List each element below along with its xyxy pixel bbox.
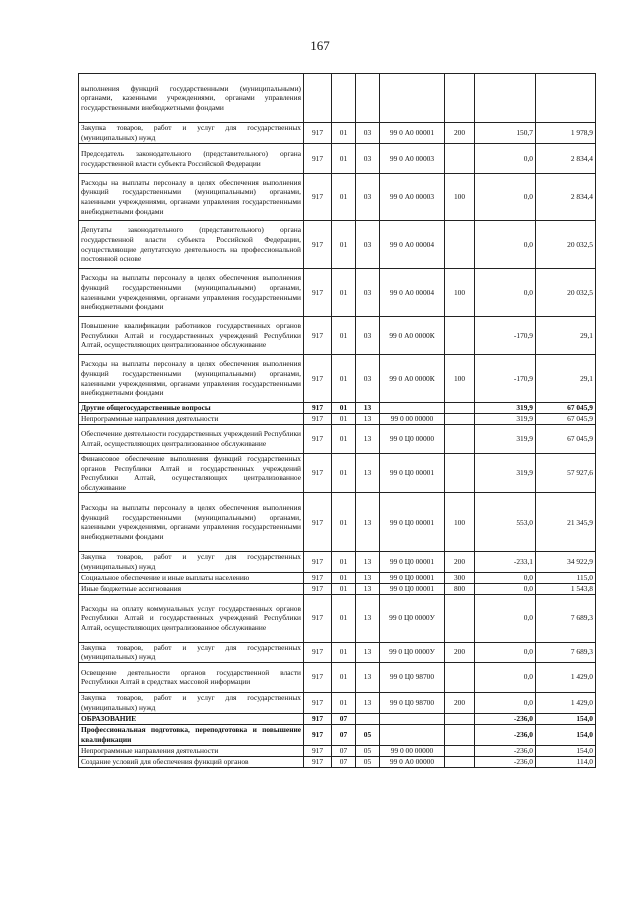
row-change-cell: 319,9 bbox=[475, 414, 536, 425]
row-name-cell: Закупка товаров, работ и услуг для государственных (муниципальных) нужд bbox=[79, 123, 304, 144]
row-sum-cell: 34 922,9 bbox=[536, 552, 596, 572]
row-name-cell: Профессиональная подготовка, переподготовка и повышение квалификации bbox=[79, 724, 304, 745]
row-expense-type-cell: 100 bbox=[445, 269, 475, 317]
row-ved-cell bbox=[304, 74, 332, 123]
row-ved-cell: 917 bbox=[304, 594, 332, 642]
row-change-cell: -233,1 bbox=[475, 552, 536, 572]
row-ved-cell: 917 bbox=[304, 317, 332, 355]
row-ved-cell: 917 bbox=[304, 642, 332, 662]
row-target-article-cell: 99 0 Ц0 00001 bbox=[380, 454, 445, 493]
row-change-cell: 319,9 bbox=[475, 403, 536, 414]
row-expense-type-cell bbox=[445, 713, 475, 724]
row-target-article-cell: 99 0 А0 00000 bbox=[380, 756, 445, 767]
row-expense-type-cell: 200 bbox=[445, 692, 475, 713]
row-section-cell: 01 bbox=[332, 414, 356, 425]
row-ved-cell: 917 bbox=[304, 692, 332, 713]
row-name-cell: Расходы на выплаты персоналу в целях обеспечения выполнения функций государственными (муниципальными) органами, казенными учреждениями, органами управления государственными внебюджетными фондами bbox=[79, 493, 304, 552]
row-target-article-cell: 99 0 Ц0 00001 bbox=[380, 583, 445, 594]
row-ved-cell: 917 bbox=[304, 269, 332, 317]
row-subsection-cell: 13 bbox=[356, 403, 380, 414]
row-section-cell: 01 bbox=[332, 594, 356, 642]
row-sum-cell bbox=[536, 74, 596, 123]
table-row bbox=[79, 724, 596, 745]
row-subsection-cell: 03 bbox=[356, 317, 380, 355]
row-section-cell: 01 bbox=[332, 174, 356, 221]
row-expense-type-cell bbox=[445, 594, 475, 642]
row-expense-type-cell bbox=[445, 144, 475, 174]
row-sum-cell: 7 689,3 bbox=[536, 642, 596, 662]
row-target-article-cell: 99 0 А0 0000К bbox=[380, 355, 445, 403]
row-target-article-cell: 99 0 Ц0 0000У bbox=[380, 642, 445, 662]
table-row bbox=[79, 269, 596, 317]
row-subsection-cell: 13 bbox=[356, 583, 380, 594]
row-name-cell: ОБРАЗОВАНИЕ bbox=[79, 713, 304, 724]
row-ved-cell: 917 bbox=[304, 221, 332, 269]
row-expense-type-cell: 800 bbox=[445, 583, 475, 594]
row-section-cell bbox=[332, 74, 356, 123]
row-target-article-cell: 99 0 Ц0 00001 bbox=[380, 493, 445, 552]
row-ved-cell: 917 bbox=[304, 355, 332, 403]
row-ved-cell: 917 bbox=[304, 724, 332, 745]
table-row bbox=[79, 403, 596, 414]
row-change-cell: -170,9 bbox=[475, 355, 536, 403]
row-subsection-cell bbox=[356, 713, 380, 724]
row-change-cell: 553,0 bbox=[475, 493, 536, 552]
budget-table bbox=[78, 73, 596, 768]
row-ved-cell: 917 bbox=[304, 662, 332, 692]
row-expense-type-cell bbox=[445, 745, 475, 756]
row-change-cell: 319,9 bbox=[475, 425, 536, 454]
row-subsection-cell: 13 bbox=[356, 594, 380, 642]
row-subsection-cell: 05 bbox=[356, 724, 380, 745]
row-ved-cell: 917 bbox=[304, 174, 332, 221]
row-change-cell: 0,0 bbox=[475, 594, 536, 642]
row-target-article-cell: 99 0 00 00000 bbox=[380, 414, 445, 425]
row-name-cell: Расходы на оплату коммунальных услуг государственных органов Республики Алтай и государственных учреждений Республики Алтай, осуществляющих централизованное обслуживание bbox=[79, 594, 304, 642]
row-target-article-cell: 99 0 Ц0 00001 bbox=[380, 572, 445, 583]
row-target-article-cell: 99 0 Ц0 98700 bbox=[380, 692, 445, 713]
row-sum-cell: 115,0 bbox=[536, 572, 596, 583]
table-row bbox=[79, 414, 596, 425]
page-number: 167 bbox=[310, 38, 330, 53]
row-section-cell: 01 bbox=[332, 425, 356, 454]
row-change-cell: 0,0 bbox=[475, 221, 536, 269]
row-name-cell: Расходы на выплаты персоналу в целях обеспечения выполнения функций государственными (муниципальными) органами, казенными учреждениями, органами управления государственными внебюджетными фондами bbox=[79, 355, 304, 403]
row-change-cell: 0,0 bbox=[475, 572, 536, 583]
row-section-cell: 01 bbox=[332, 662, 356, 692]
row-name-cell: Обеспечение деятельности государственных учреждений Республики Алтай, осуществляющих централизованное обслуживание bbox=[79, 425, 304, 454]
row-ved-cell: 917 bbox=[304, 745, 332, 756]
row-section-cell: 01 bbox=[332, 552, 356, 572]
table-row bbox=[79, 454, 596, 493]
row-subsection-cell: 13 bbox=[356, 425, 380, 454]
row-sum-cell: 1 543,8 bbox=[536, 583, 596, 594]
row-expense-type-cell bbox=[445, 425, 475, 454]
row-section-cell: 01 bbox=[332, 144, 356, 174]
row-change-cell: -236,0 bbox=[475, 724, 536, 745]
row-subsection-cell: 13 bbox=[356, 414, 380, 425]
row-sum-cell: 154,0 bbox=[536, 724, 596, 745]
row-ved-cell: 917 bbox=[304, 425, 332, 454]
row-section-cell: 01 bbox=[332, 583, 356, 594]
table-row bbox=[79, 144, 596, 174]
row-sum-cell: 2 834,4 bbox=[536, 144, 596, 174]
table-row bbox=[79, 355, 596, 403]
row-expense-type-cell bbox=[445, 74, 475, 123]
row-section-cell: 01 bbox=[332, 269, 356, 317]
table-row bbox=[79, 552, 596, 572]
row-expense-type-cell: 300 bbox=[445, 572, 475, 583]
row-sum-cell: 67 045,9 bbox=[536, 425, 596, 454]
row-name-cell: Закупка товаров, работ и услуг для государственных (муниципальных) нужд bbox=[79, 692, 304, 713]
row-change-cell: 0,0 bbox=[475, 269, 536, 317]
row-section-cell: 01 bbox=[332, 123, 356, 144]
row-subsection-cell: 13 bbox=[356, 493, 380, 552]
row-change-cell: 0,0 bbox=[475, 642, 536, 662]
table-row bbox=[79, 221, 596, 269]
row-expense-type-cell bbox=[445, 756, 475, 767]
row-name-cell: Расходы на выплаты персоналу в целях обеспечения выполнения функций государственными (муниципальными) органами, казенными учреждениями, органами управления государственными внебюджетными фондами bbox=[79, 269, 304, 317]
row-target-article-cell: 99 0 Ц0 0000У bbox=[380, 594, 445, 642]
row-target-article-cell: 99 0 А0 00004 bbox=[380, 221, 445, 269]
row-name-cell: Социальное обеспечение и иные выплаты населению bbox=[79, 572, 304, 583]
table-row bbox=[79, 692, 596, 713]
table-row bbox=[79, 662, 596, 692]
row-section-cell: 01 bbox=[332, 692, 356, 713]
row-sum-cell: 1 978,9 bbox=[536, 123, 596, 144]
table-row bbox=[79, 572, 596, 583]
row-subsection-cell: 13 bbox=[356, 692, 380, 713]
row-subsection-cell: 13 bbox=[356, 662, 380, 692]
row-sum-cell: 67 045,9 bbox=[536, 414, 596, 425]
row-sum-cell: 154,0 bbox=[536, 713, 596, 724]
row-subsection-cell: 03 bbox=[356, 144, 380, 174]
row-subsection-cell: 05 bbox=[356, 745, 380, 756]
row-change-cell: 0,0 bbox=[475, 583, 536, 594]
row-target-article-cell bbox=[380, 713, 445, 724]
table-row bbox=[79, 713, 596, 724]
row-sum-cell: 2 834,4 bbox=[536, 174, 596, 221]
row-change-cell: 0,0 bbox=[475, 662, 536, 692]
row-expense-type-cell bbox=[445, 414, 475, 425]
row-target-article-cell: 99 0 Ц0 00001 bbox=[380, 552, 445, 572]
table-row bbox=[79, 594, 596, 642]
table-row bbox=[79, 493, 596, 552]
table-row bbox=[79, 317, 596, 355]
row-name-cell: Другие общегосударственные вопросы bbox=[79, 403, 304, 414]
table-row bbox=[79, 425, 596, 454]
row-section-cell: 01 bbox=[332, 317, 356, 355]
row-ved-cell: 917 bbox=[304, 713, 332, 724]
row-expense-type-cell: 100 bbox=[445, 355, 475, 403]
row-section-cell: 01 bbox=[332, 493, 356, 552]
row-ved-cell: 917 bbox=[304, 572, 332, 583]
row-name-cell: Иные бюджетные ассигнования bbox=[79, 583, 304, 594]
row-change-cell bbox=[475, 74, 536, 123]
row-ved-cell: 917 bbox=[304, 583, 332, 594]
row-section-cell: 01 bbox=[332, 572, 356, 583]
row-name-cell: Закупка товаров, работ и услуг для государственных (муниципальных) нужд bbox=[79, 642, 304, 662]
row-subsection-cell: 03 bbox=[356, 221, 380, 269]
row-target-article-cell: 99 0 00 00000 bbox=[380, 745, 445, 756]
row-sum-cell: 7 689,3 bbox=[536, 594, 596, 642]
row-ved-cell: 917 bbox=[304, 414, 332, 425]
row-subsection-cell: 13 bbox=[356, 572, 380, 583]
row-expense-type-cell: 100 bbox=[445, 174, 475, 221]
row-sum-cell: 20 032,5 bbox=[536, 221, 596, 269]
row-subsection-cell bbox=[356, 74, 380, 123]
row-change-cell: 319,9 bbox=[475, 454, 536, 493]
row-section-cell: 07 bbox=[332, 724, 356, 745]
row-name-cell: Депутаты законодательного (представительного) органа государственной власти субъекта Российской Федерации, осуществляющие депутатскую деятельность на профессиональной постоянной основе bbox=[79, 221, 304, 269]
row-sum-cell: 29,1 bbox=[536, 317, 596, 355]
row-expense-type-cell: 200 bbox=[445, 642, 475, 662]
row-change-cell: -236,0 bbox=[475, 756, 536, 767]
row-sum-cell: 1 429,0 bbox=[536, 692, 596, 713]
row-ved-cell: 917 bbox=[304, 123, 332, 144]
row-target-article-cell: 99 0 А0 00003 bbox=[380, 144, 445, 174]
row-target-article-cell: 99 0 А0 00003 bbox=[380, 174, 445, 221]
row-ved-cell: 917 bbox=[304, 493, 332, 552]
row-change-cell: 0,0 bbox=[475, 174, 536, 221]
row-sum-cell: 154,0 bbox=[536, 745, 596, 756]
row-expense-type-cell bbox=[445, 221, 475, 269]
row-change-cell: -236,0 bbox=[475, 745, 536, 756]
row-subsection-cell: 13 bbox=[356, 552, 380, 572]
row-ved-cell: 917 bbox=[304, 403, 332, 414]
row-name-cell: выполнения функций государственными (муниципальными) органами, казенными учреждениями, органами управления государственными внебюджетными фондами bbox=[79, 74, 304, 123]
row-subsection-cell: 13 bbox=[356, 642, 380, 662]
row-change-cell: 150,7 bbox=[475, 123, 536, 144]
row-name-cell: Финансовое обеспечение выполнения функций государственных органов Республики Алтай и государственных учреждений Республики Алтай, осуществляющих централизованное обслуживание bbox=[79, 454, 304, 493]
row-name-cell: Закупка товаров, работ и услуг для государственных (муниципальных) нужд bbox=[79, 552, 304, 572]
row-section-cell: 01 bbox=[332, 642, 356, 662]
row-subsection-cell: 13 bbox=[356, 454, 380, 493]
row-subsection-cell: 05 bbox=[356, 756, 380, 767]
row-subsection-cell: 03 bbox=[356, 123, 380, 144]
table-row bbox=[79, 174, 596, 221]
row-sum-cell: 29,1 bbox=[536, 355, 596, 403]
row-sum-cell: 1 429,0 bbox=[536, 662, 596, 692]
table-row bbox=[79, 756, 596, 767]
table-row bbox=[79, 583, 596, 594]
table-row bbox=[79, 74, 596, 123]
row-name-cell: Создание условий для обеспечения функций органов bbox=[79, 756, 304, 767]
row-section-cell: 01 bbox=[332, 454, 356, 493]
row-sum-cell: 57 927,6 bbox=[536, 454, 596, 493]
row-section-cell: 01 bbox=[332, 355, 356, 403]
row-subsection-cell: 03 bbox=[356, 269, 380, 317]
row-name-cell: Расходы на выплаты персоналу в целях обеспечения выполнения функций государственными (муниципальными) органами, казенными учреждениями, органами управления государственными внебюджетными фондами bbox=[79, 174, 304, 221]
table-row bbox=[79, 123, 596, 144]
row-section-cell: 07 bbox=[332, 713, 356, 724]
table-row bbox=[79, 642, 596, 662]
row-expense-type-cell bbox=[445, 317, 475, 355]
row-change-cell: -170,9 bbox=[475, 317, 536, 355]
row-target-article-cell: 99 0 А0 0000К bbox=[380, 317, 445, 355]
row-sum-cell: 114,0 bbox=[536, 756, 596, 767]
row-name-cell: Повышение квалификации работников государственных органов Республики Алтай и государственных учреждений Республики Алтай, осуществляющих централизованное обслуживание bbox=[79, 317, 304, 355]
row-section-cell: 01 bbox=[332, 221, 356, 269]
row-ved-cell: 917 bbox=[304, 552, 332, 572]
row-section-cell: 07 bbox=[332, 756, 356, 767]
row-sum-cell: 67 045,9 bbox=[536, 403, 596, 414]
table-row bbox=[79, 745, 596, 756]
row-target-article-cell bbox=[380, 403, 445, 414]
row-sum-cell: 21 345,9 bbox=[536, 493, 596, 552]
row-expense-type-cell bbox=[445, 724, 475, 745]
row-expense-type-cell bbox=[445, 662, 475, 692]
row-target-article-cell: 99 0 А0 00001 bbox=[380, 123, 445, 144]
row-change-cell: 0,0 bbox=[475, 692, 536, 713]
row-name-cell: Непрограммные направления деятельности bbox=[79, 414, 304, 425]
row-section-cell: 07 bbox=[332, 745, 356, 756]
row-expense-type-cell: 200 bbox=[445, 552, 475, 572]
row-subsection-cell: 03 bbox=[356, 174, 380, 221]
row-target-article-cell bbox=[380, 724, 445, 745]
row-name-cell: Председатель законодательного (представительного) органа государственной власти субъекта Российской Федерации bbox=[79, 144, 304, 174]
row-change-cell: -236,0 bbox=[475, 713, 536, 724]
row-expense-type-cell bbox=[445, 403, 475, 414]
row-name-cell: Непрограммные направления деятельности bbox=[79, 745, 304, 756]
row-target-article-cell: 99 0 Ц0 00000 bbox=[380, 425, 445, 454]
row-change-cell: 0,0 bbox=[475, 144, 536, 174]
row-target-article-cell bbox=[380, 74, 445, 123]
row-expense-type-cell: 200 bbox=[445, 123, 475, 144]
row-target-article-cell: 99 0 А0 00004 bbox=[380, 269, 445, 317]
row-section-cell: 01 bbox=[332, 403, 356, 414]
row-expense-type-cell bbox=[445, 454, 475, 493]
row-subsection-cell: 03 bbox=[356, 355, 380, 403]
row-expense-type-cell: 100 bbox=[445, 493, 475, 552]
row-name-cell: Освещение деятельности органов государственной власти Республики Алтай в средствах массовой информации bbox=[79, 662, 304, 692]
row-ved-cell: 917 bbox=[304, 144, 332, 174]
row-target-article-cell: 99 0 Ц0 98700 bbox=[380, 662, 445, 692]
row-ved-cell: 917 bbox=[304, 454, 332, 493]
row-ved-cell: 917 bbox=[304, 756, 332, 767]
row-sum-cell: 20 032,5 bbox=[536, 269, 596, 317]
